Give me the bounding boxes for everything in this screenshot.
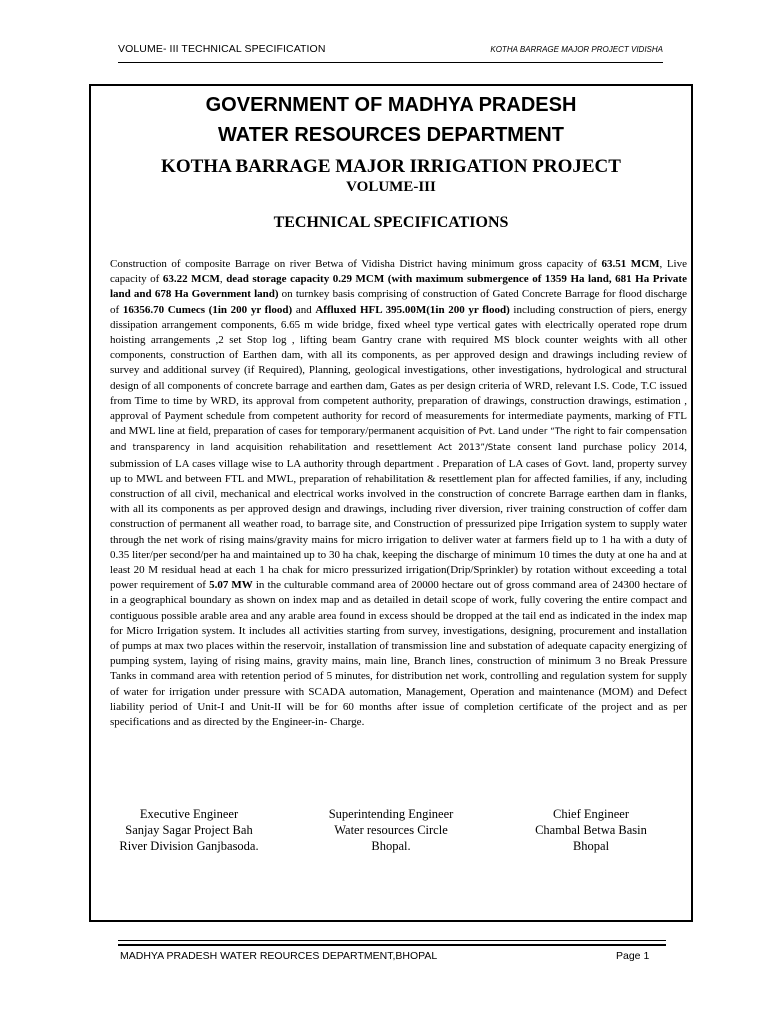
live-capacity-value: 63.22 MCM — [162, 273, 220, 286]
footer-divider-thin — [118, 940, 666, 941]
footer-divider-thick — [118, 944, 666, 946]
header-project-name: KOTHA BARRAGE MAJOR PROJECT VIDISHA — [490, 45, 663, 54]
dead-storage-value: dead storage capacity 0.29 MCM (with maximum submergence of 1359 Ha land, 681 Ha Private land and 678 Ha Government land) — [110, 273, 687, 301]
signatory-location: Bhopal — [572, 839, 610, 853]
document-subtitle: TECHNICAL SPECIFICATIONS — [273, 214, 509, 231]
signatory-title: Superintending Engineer — [328, 807, 454, 821]
flood-discharge-value: 16356.70 Cumecs (1in 200 yr flood) — [122, 303, 293, 316]
footer-department: MADHYA PRADESH WATER REOURCES DEPARTMENT,BHOPAL — [120, 950, 438, 962]
department-heading: WATER RESOURCES DEPARTMENT — [218, 124, 564, 146]
header-volume-title: VOLUME- III TECHNICAL SPECIFICATION — [118, 43, 326, 55]
description-segment: land purchase policy 2014, submission of LA cases village wise to LA authority through department . Preparation of LA cases of Govt. land, property survey up to MWL and between FTL and MWL, preparation of rehabilitation & resettlement plan for affected families, if any, including construction of all civil, mechanical and electrical works involved in the construction of concrete Barrage earthen dam in flanks, with all its components as per approved design and drawings, including river diversion, river training construction of coffer dam construction of permanent all weather road, to barrage site, and Construction of pressurized pipe Irrigation system to supply water through the net work of rising mains/gravity mains for micro irrigation to deliver water at farmers field up to 1 ha with a duty of 0.35 liter/per second/per ha and maintained up to 30 ha chak, keeping the discharge of minimum 10 times the duty at one ha and at least 20 M residual head at each 1 ha chak for micro pressurized irrigation(Drip/Sprinkler) by rotation without exceeding a total power requirement of — [110, 441, 687, 592]
affluxed-hfl-value: Affluxed HFL 395.00M(1in 200 yr flood) — [315, 303, 510, 316]
power-requirement-value: 5.07 MW — [209, 579, 253, 592]
signatory-superintending-engineer — [296, 806, 486, 854]
volume-heading: VOLUME-III — [346, 179, 436, 195]
government-heading: GOVERNMENT OF MADHYA PRADESH — [205, 94, 577, 116]
page-header — [118, 40, 663, 63]
signatory-location: Bhopal. — [371, 839, 411, 853]
page-number: Page 1 — [616, 950, 650, 962]
description-segment: in the culturable command area of 20000 hectare out of gross command area of 24300 hectare of in a geographical boundary as shown on index map and as detailed in detail scope of work, fully covering the entire compact and contiguous possible arable area and any arable area found in excess should be dropped at the tail end as indicated in the index map for Micro Irrigation system. It includes all activities starting from survey, investigations, designing, procurement and installation of pumps at max two places within the reservoir, installation of transmission line and substation of adequate capacity energizing of pumping system, laying of rising mains, gravity mains, main line, Branch lines, construction of minimum 3 no Break Pressure Tanks in command area with retention period of 5 minutes, for distribution net work, controlling and regulation system for supply of water for irrigation under pressure with SCADA automation, Management, Operation and maintenance (MOM) and Defect liability period of Unit-I and Unit-II will be for 60 months after issue of completion certificate of the project and as per specifications and as directed by the Engineer-in- Charge. — [110, 579, 688, 729]
signatory-location: River Division Ganjbasoda. — [119, 839, 259, 853]
description-segment: , — [219, 273, 227, 286]
title-page-frame — [89, 84, 693, 922]
land-act-reference: acquisition of Pvt. Land under “The right to fair compensation and transparency in land acquisition rehabilitation and resettlement Act 2013”/State consent — [110, 427, 687, 454]
project-heading: KOTHA BARRAGE MAJOR IRRIGATION PROJECT — [161, 156, 621, 177]
description-segment: , Live capacity of — [110, 258, 687, 286]
signatory-chief-engineer — [496, 806, 686, 854]
description-segment: including construction of piers, energy dissipation arrangement components, 6.65 m wide bridge, fixed wheel type vertical gates with electrically operated rope drum hoisting arrangements ,2 set Stop log , lifting beam Gantry crane with required MS block counter weights with all other components, construction of Earthen dam, with all its components, as per approved design and drawings including review of survey and additional survey (if Required), Planning, geological investigations, other investigations, hydrological and structural design of all components of concrete barrage and earthen dam, Gates as per design criteria of WRD, relevant I.S. Code, T.C issued from Time to time by WRD, its approval from competent authority, preparation of drawings, construction drawings, estimation , approval of Payment schedule from competent authority for record of measurements for intermediate payments, marking of FTL and MWL line at field, preparation of cases for temporary/permanent — [110, 303, 687, 438]
signatory-executive-engineer — [94, 806, 284, 854]
project-description-paragraph — [110, 257, 687, 730]
signatory-title: Chief Engineer — [552, 807, 629, 821]
signatory-office: Sanjay Sagar Project Bah — [125, 823, 253, 837]
signatory-office: Water resources Circle — [334, 823, 448, 837]
signatory-office: Chambal Betwa Basin — [535, 823, 647, 837]
gross-capacity-value: 63.51 MCM — [601, 258, 660, 270]
description-segment: Construction of composite Barrage on river Betwa of Vidisha District having minimum gross capacity of — [110, 258, 602, 270]
description-segment: and — [292, 303, 316, 316]
signatory-title: Executive Engineer — [139, 807, 239, 821]
description-segment: on turnkey basis comprising of construction of Gated Concrete Barrage for flood discharge of — [110, 288, 687, 316]
